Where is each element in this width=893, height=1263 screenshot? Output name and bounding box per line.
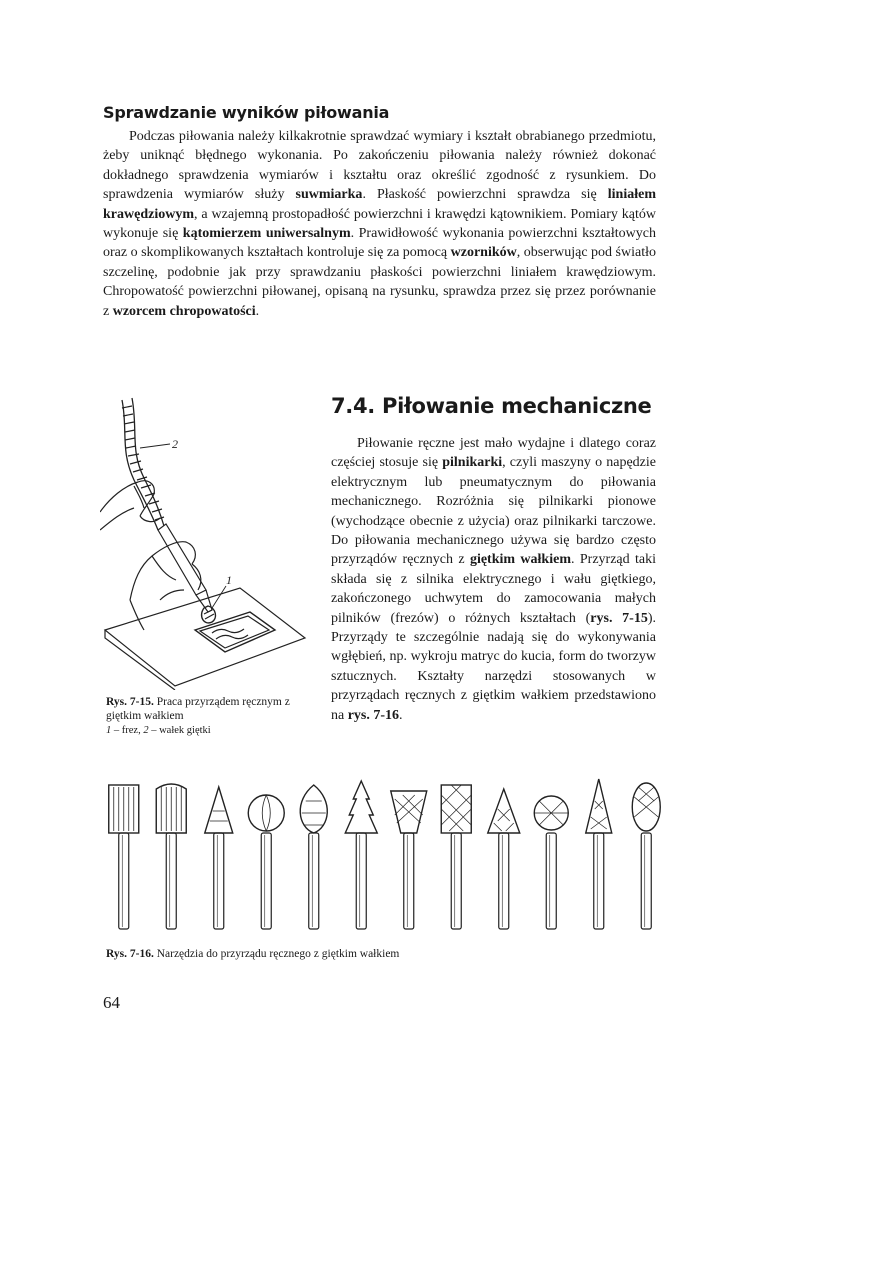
callout-2: 2 bbox=[172, 437, 178, 451]
tool-cone-pointed bbox=[205, 787, 233, 929]
bold-term: pilnikarki bbox=[442, 455, 503, 471]
text-run: . Płaskość powierzchni sprawdza się bbox=[362, 187, 608, 203]
text-run: , czyli maszyny o napędzie elektrycznym lub pneumatycznym do piłowania mechanicznego. Rozróżnia się pilnikarki pionowe (wychodzące obecnie z użycia) oraz pilnikarki tarczowe. Do piłowania mechanicznego używa się bardzo często przyrządów ręcznych z bbox=[331, 455, 656, 568]
caption-legend bbox=[106, 725, 211, 736]
text-run: , obserwując pod światło szczelinę, podobnie jak przy sprawdzaniu płaskości powierzchni liniałem krawędziowym. Chropowatość powierzchni piłowanej, opisaną na rysunku, sprawdza przez się przez porównanie z bbox=[103, 245, 656, 319]
bold-term: suwmiarka bbox=[295, 187, 363, 203]
text-run: ). Przyrządy te szczególnie nadają się do wykonywania wgłębień, np. wykroju matryc do kucia, form do tworzyw sztucznych. Kształty narzędzi stosowanych w przyrządach ręcznych z giętkim wałkiem przedstawiono na bbox=[331, 610, 656, 723]
chapter-paragraph bbox=[331, 434, 656, 725]
tool-oval bbox=[632, 783, 660, 929]
bold-term: rys. 7-15 bbox=[590, 610, 648, 626]
tool-oval-flame bbox=[300, 785, 327, 929]
tool-cone bbox=[488, 789, 520, 929]
page-number: 64 bbox=[103, 993, 120, 1012]
legend-text-1: – frez, bbox=[111, 725, 144, 736]
section-paragraph bbox=[103, 127, 656, 321]
bold-term: wzorcem chropowatości bbox=[112, 303, 256, 319]
tool-ball bbox=[248, 795, 284, 929]
text-run: . Prawidłowość wykonania powierzchni kształtowych oraz o skomplikowanych kształtach kontroluje się za pomocą bbox=[103, 226, 656, 261]
figure-7-16-illustration bbox=[100, 775, 670, 935]
text-run: . bbox=[399, 707, 403, 723]
figure-7-15-illustration bbox=[100, 390, 312, 690]
chapter-heading: 7.4. Piłowanie mechaniczne bbox=[331, 394, 652, 418]
tool-cylinder-crosscut bbox=[441, 785, 471, 929]
text-run: . Przyrząd taki składa się z silnika elektrycznego i wału giętkiego, zakończonego uchwytem do zamocowania małych pilników (frezów) o różnych kształtach ( bbox=[331, 552, 657, 626]
text-run: Podczas piłowania należy kilkakrotnie sprawdzać wymiary i kształt obrabianego przedmiotu, żeby uniknąć błędnego wykonania. Po zakończeniu piłowania należy również dokonać dokładnego sprawdzenia wymiarów i kształtu oraz określić zgodność z rysunkiem. Do sprawdzenia wymiarów służy bbox=[103, 129, 656, 203]
caption-text: Praca przyrządem ręcznym z giętkim wałkiem bbox=[106, 696, 290, 722]
tool-cylinder bbox=[109, 785, 139, 929]
caption-label: Rys. 7-15. bbox=[106, 696, 154, 708]
legend-num-2: 2 bbox=[143, 725, 149, 736]
bold-term: wzorników bbox=[450, 245, 517, 261]
caption-text: Narzędzia do przyrządu ręcznego z giętkim wałkiem bbox=[153, 948, 400, 960]
tool-tree bbox=[345, 781, 377, 929]
callout-1: 1 bbox=[226, 573, 232, 587]
legend-text-2: – wałek giętki bbox=[148, 725, 211, 736]
bold-term: liniałem krawędziowym bbox=[103, 187, 656, 222]
text-run: , a wzajemną prostopadłość powierzchni i krawędzi kątownikiem. Pomiary kątów wykonuje się bbox=[103, 206, 656, 242]
section-heading: Sprawdzanie wyników piłowania bbox=[103, 103, 390, 122]
bold-term: rys. 7-16 bbox=[347, 707, 400, 723]
text-run: Piłowanie ręczne jest mało wydajne i dlatego coraz częściej stosuje się bbox=[331, 436, 656, 471]
bold-term: kątomierzem uniwersalnym bbox=[182, 226, 351, 242]
legend-num-1: 1 bbox=[106, 725, 112, 736]
upper-hand bbox=[100, 481, 160, 530]
tool-inverted-cone bbox=[391, 791, 427, 929]
figure-7-16-caption bbox=[106, 948, 666, 960]
tool-cone-tall bbox=[586, 779, 612, 929]
figure-7-15-caption bbox=[106, 695, 326, 738]
text-run: . bbox=[255, 303, 260, 319]
tool-handle bbox=[158, 524, 206, 595]
caption-label: Rys. 7-16. bbox=[106, 948, 154, 960]
tool-ball-crosscut bbox=[534, 796, 568, 929]
bold-term: giętkim wałkiem bbox=[469, 552, 571, 568]
tool-cylinder-rounded bbox=[156, 784, 186, 929]
